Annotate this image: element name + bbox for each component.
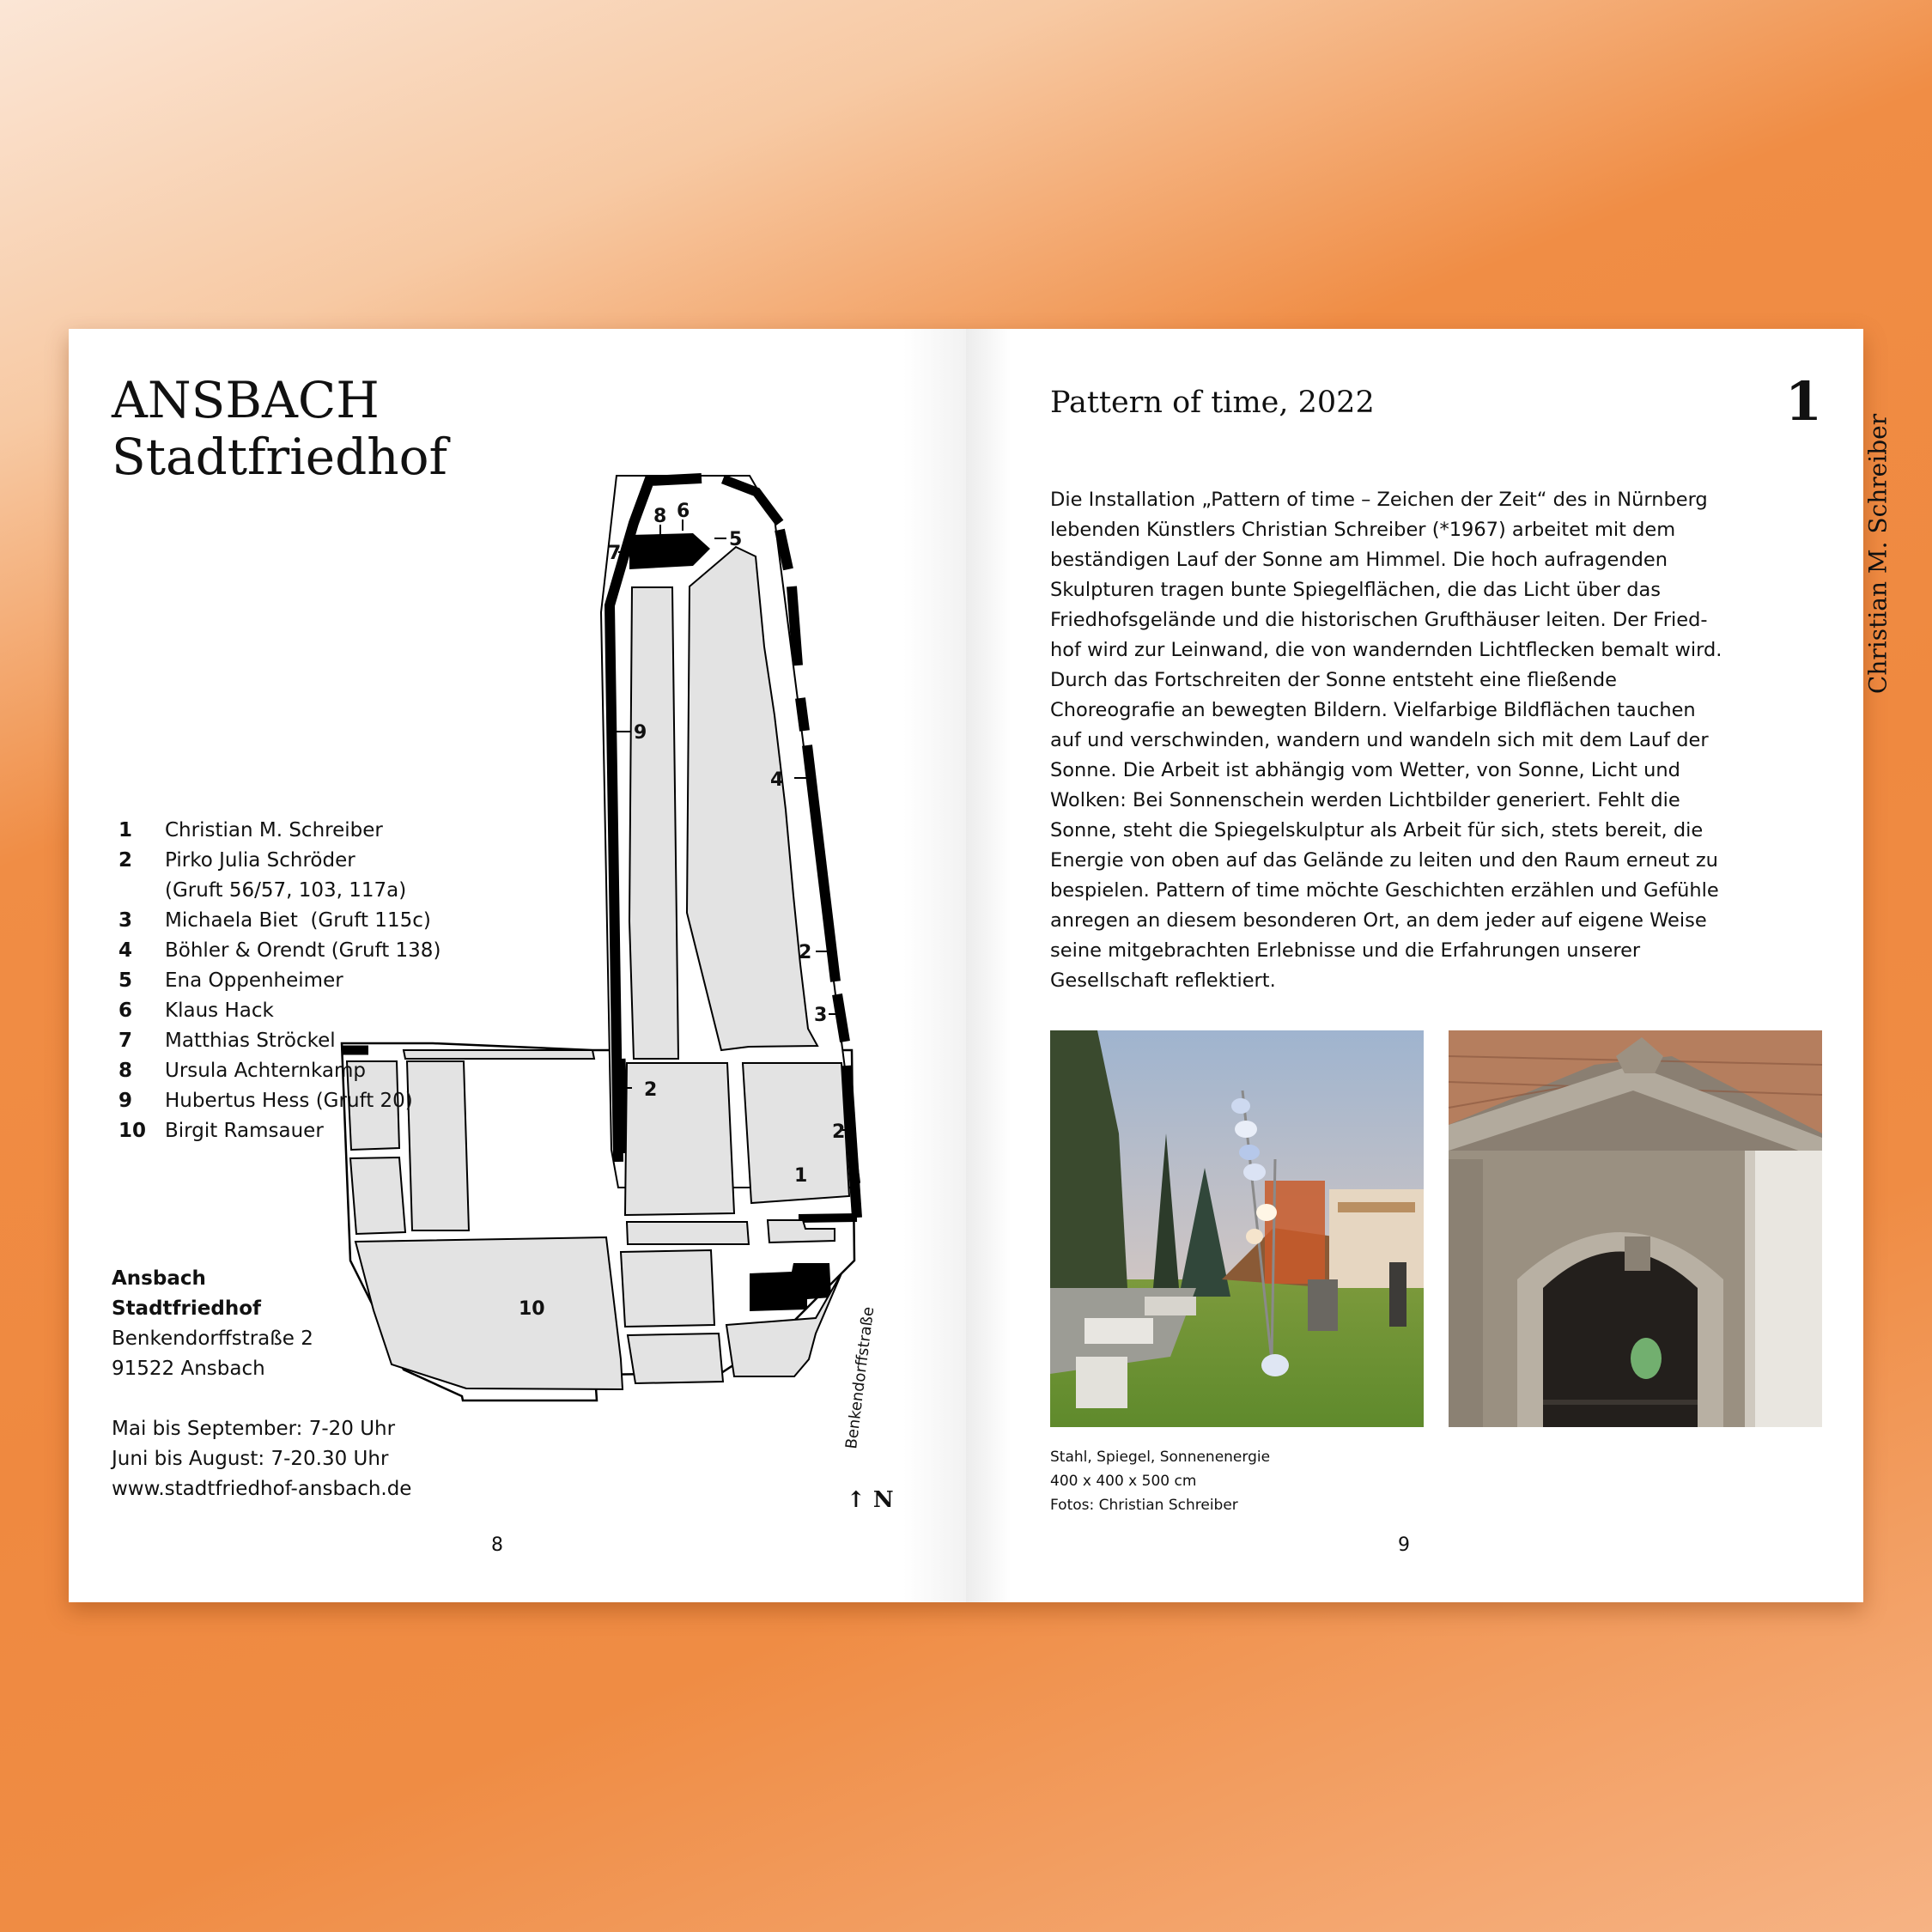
photo-caption [1050, 1445, 1270, 1517]
photo-sculpture [1050, 1030, 1424, 1427]
photo-crypt-portal [1449, 1030, 1822, 1427]
address-street: Benkendorffstraße 2 [112, 1327, 313, 1350]
photo-sculpture-image [1050, 1030, 1424, 1427]
photo-crypt-portal-image [1449, 1030, 1822, 1427]
legend-number: 9 [118, 1090, 133, 1112]
legend-number: 8 [118, 1060, 133, 1082]
legend-label: Christian M. Schreiber [165, 819, 383, 841]
left-page [69, 329, 966, 1602]
legend-number: 1 [118, 819, 133, 841]
legend-item [118, 816, 471, 846]
legend-item [118, 966, 471, 996]
address-name-line2: Stadtfriedhof [112, 1297, 262, 1320]
work-number: 1 [1784, 370, 1822, 433]
address-city: 91522 Ansbach [112, 1358, 265, 1380]
legend-item [118, 1026, 471, 1056]
legend-label: Hubertus Hess (Gruft 20) [165, 1090, 413, 1112]
map-marker-10: 10 [519, 1298, 545, 1320]
legend-label: Michaela Biet (Gruft 115c) [165, 909, 431, 932]
right-page [966, 329, 1893, 1602]
legend-label: Ena Oppenheimer [165, 969, 343, 992]
legend-number: 2 [118, 849, 133, 872]
legend-label: Matthias Ströckel [165, 1030, 336, 1052]
map-marker-8: 8 [653, 506, 667, 527]
map-marker-5: 5 [729, 529, 743, 550]
legend-label: Birgit Ramsauer [165, 1120, 324, 1142]
legend-label: Ursula Achternkamp [165, 1060, 367, 1082]
legend-number: 7 [118, 1030, 133, 1052]
street-label: Benkendorffstraße [842, 1305, 878, 1450]
legend-label: Klaus Hack [165, 999, 274, 1022]
map-marker-4: 4 [770, 769, 784, 791]
page-number: 9 [1398, 1534, 1410, 1556]
legend-item [118, 996, 471, 1026]
artist-name-vertical: Christian M. Schreiber [1863, 413, 1893, 695]
legend-number: 4 [118, 939, 133, 962]
legend-label: Böhler & Orendt (Gruft 138) [165, 939, 441, 962]
title-line-city: ANSBACH [112, 371, 380, 429]
map-marker-1: 1 [794, 1165, 808, 1187]
legend-number: 3 [118, 909, 133, 932]
work-title: Pattern of time, 2022 [1050, 386, 1375, 420]
map-marker-9: 9 [634, 722, 647, 744]
legend-label: Pirko Julia Schröder (Gruft 56/57, 103, 117a) [165, 849, 407, 902]
opening-hours-summer: Juni bis August: 7-20.30 Uhr [112, 1448, 389, 1470]
address-name: Ansbach [112, 1267, 206, 1290]
address-block [112, 1264, 411, 1504]
caption-credit: Fotos: Christian Schreiber [1050, 1497, 1238, 1514]
map-marker-2b: 2 [644, 1079, 658, 1101]
legend-item [118, 906, 471, 936]
booklet-spread [69, 329, 1893, 1602]
website-link[interactable]: www.stadtfriedhof-ansbach.de [112, 1478, 412, 1500]
map-marker-3: 3 [814, 1005, 828, 1026]
legend-number: 5 [118, 969, 133, 992]
title-line-place: Stadtfriedhof [112, 428, 447, 486]
opening-hours: Mai bis September: 7-20 Uhr [112, 1418, 396, 1440]
legend-item [118, 1086, 471, 1116]
legend-number: 10 [118, 1120, 147, 1142]
legend-item [118, 1056, 471, 1086]
address-spacer [112, 1384, 411, 1414]
caption-material: Stahl, Spiegel, Sonnenenergie [1050, 1449, 1271, 1466]
map-marker-7: 7 [608, 543, 622, 564]
north-arrow: ↑ N [847, 1487, 894, 1513]
legend-number: 6 [118, 999, 133, 1022]
caption-dimensions: 400 x 400 x 500 cm [1050, 1473, 1197, 1490]
legend-item [118, 1116, 471, 1146]
map-marker-2c: 2 [832, 1121, 846, 1143]
map-marker-2a: 2 [799, 942, 812, 963]
legend-item [118, 936, 471, 966]
artist-legend [118, 816, 471, 1146]
map-marker-6: 6 [677, 501, 690, 522]
description-text: Die Installation „Pattern of time – Zeichen der Zeit“ des in Nürnberg lebenden Künstlers Christian Schreiber (*1967) arbeitet mit dem beständigen Lauf der Sonne am Himmel. Die hoch aufragenden Skulpturen tragen bunte Spiegelflächen, die das Licht über das Friedhofsgelände und die historischen Grufthäuser leiten. Der Fried-hof wird zur Leinwand, die von wandernden Lichtflecken bemalt wird. Durch das Fortschreiten der Sonne entsteht eine fließende Choreografie an bewegten Bildern. Vielfarbige Bildflächen tauchen auf und verschwinden, wandern und wandeln sich mit dem Lauf der Sonne. Die Arbeit ist abhängig vom Wetter, von Sonne, Licht und Wolken: Bei Sonnenschein werden Lichtbilder generiert. Fehlt die Sonne, steht die Spiegelskulptur als Arbeit für sich, stets bereit, die Energie von oben auf das Gelände zu leiten und den Raum erneut zu bespielen. Pattern of time möchte Geschichten erzählen und Gefühle anregen an diesem besonderen Ort, an dem jeder auf eigene Weise seine mitgebrachten Erlebnisse und die Erfahrungen unserer Gesellschaft reflektiert. [1050, 489, 1722, 992]
page-number: 8 [491, 1534, 503, 1556]
legend-item [118, 846, 471, 906]
